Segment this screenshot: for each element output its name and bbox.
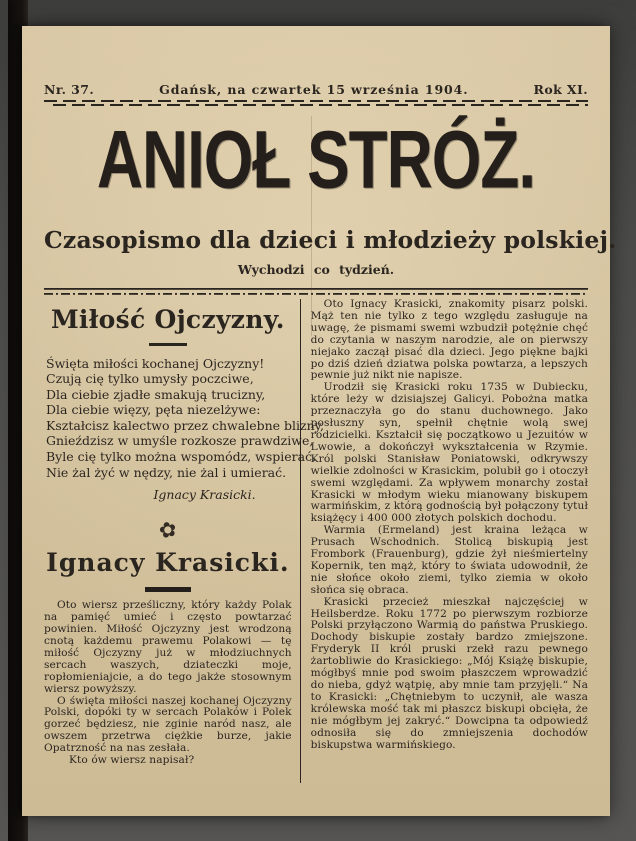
article-paragraph: Oto Ignacy Krasicki, znakomity pisarz polski. Mąż ten nie tylko z tego względu zasługuje na uwagę, że pismami swemi wzbudził potężnie chęć do czytania w naszym narodzie, ale on pierwszy niejako zaczął pisać dla dzieci. Jego piękne bajki po dziś dzień dziatwa polska powtarza, a lepszych pewnie już nikt nie napisze. [310,298,588,382]
poem-title-rule [149,343,187,346]
article-columns [44,299,588,783]
poem-line: Dla ciebie więzy, pęta niezelżywe: [46,402,261,418]
article-title-rule [145,587,191,592]
dateline: Gdańsk, na czwartek 15 września 1904. [159,82,469,97]
volume-label: Rok XI. [533,82,588,97]
poem-line: Czują cię tylko umysły poczciwe, [46,371,254,387]
issue-number: Nr. 37. [44,82,95,97]
poem-line: Kształcisz kalectwo przez chwalebne blizny, [46,417,325,433]
masthead-info-row [44,82,588,97]
masthead-divider [44,287,588,295]
closing-question: Kto ów wiersz napisał? [69,754,195,767]
article-paragraph: Warmia (Ermeland) jest kraina leżąca w Prusach Wschodnich. Stolicą biskupią jest Frombork (Frauenburg), gdzie żył nieśmiertelny Kopernik, ten mąż, który to świata udowodnił, że nie słońce około ziemi, tylko ziemia w około słońca się obraca. [310,524,588,596]
floral-ornament-icon: ✿ [156,516,180,545]
right-column [300,299,588,783]
article-paragraph: O święta miłości naszej kochanej Ojczyzny Polski, dopóki ty w sercach Polaków i Polek gorzeć będziesz, nie zginie naród nasz, ale owszem przetrwa ciężkie burze, jakie Opatrzność na nas zesłała. [44,694,292,755]
poem-line: Święta miłości kochanej Ojczyzny! [46,355,265,371]
newspaper-page [22,26,617,816]
poem [44,355,325,481]
left-column [44,299,325,783]
poem-attribution: Ignacy Krasicki. [153,487,256,503]
frequency-note: Wychodzi co tydzień. [237,262,395,277]
newspaper-title: ANIOŁ STRÓŻ. [96,114,536,206]
poem-line: Dla ciebie zjadłe smakują trucizny, [46,386,266,402]
article-paragraph: Urodził się Krasicki roku 1735 w Dubiecku, które leży w dzisiajszej Galicyi. Pobożna matka przeznaczyła go do stanu duchownego. Jako posłuszny syn, spełnił chętnie wolą swej rodzicielki. Kształcił się początkowo u Jezuitów w Lwowie, a dokończył wykształcenia w Rzymie. Król polski Stanisław Poniatowski, odkrywszy wielkie zdolności w Krasickim, polubił go i otoczył swemi względami. Za wpływem monarchy został Krasicki w młodym wieku mianowany biskupem warmińskim, z którą godnością był połączony tytuł książęcy i 400 000 złotych polskich dochodu. [310,381,588,525]
article-paragraph: Krasicki przecież mieszkał najczęściej w Heilsberdze. Roku 1772 po pierwszym rozbiorze Polski przyłączono Warmią do państwa Pruskiego. Dochody biskupie zostały bardzo zmiejszone. Fryderyk II król pruski rzekł razu pewnego żartobliwie do Krasickiego: „Mój Książę biskupie, mógłbyś mnie pod swoim płaszczem wprowadzić do nieba, gdyż wątpię, aby mnie tam przyjęli.“ Na to Krasicki: „Chętniebym to uczynił, ale wasza królewska mość tak mi płaszcz biskupi obcięła, że nie mógłbym jej zakryć.“ Dowcipna ta odpowiedź odnosiła się do zmniejszenia dochodów biskupstwa warmińskiego. [310,595,588,751]
article-paragraph: Oto wiersz prześliczny, który każdy Polak na pamięć umieć i często powtarzać powinien. Miłość Ojczyzny jest wrodzoną cnotą każdemu prawemu Polakowi — tę miłość Ojczyzny już w młodziuchnych sercach waszych, dziateczki moje, ropłomieniajcie, a do tego jakże stosownym wiersz powyższy. [44,599,292,695]
poem-title: Miłość Ojczyzny. [50,305,285,334]
header-rule [44,99,588,107]
newspaper-subtitle: Czasopismo dla dzieci i młodzieży polskiej. [44,226,617,254]
article-title: Ignacy Krasicki. [46,548,290,578]
poem-line: Gnieździsz w umyśle rozkosze prawdziwe, [46,433,314,449]
poem-line: Byle cię tylko można wspomódz, wspierać. [46,449,317,465]
poem-line: Nie żal żyć w nędzy, nie żal i umierać. [46,464,287,480]
